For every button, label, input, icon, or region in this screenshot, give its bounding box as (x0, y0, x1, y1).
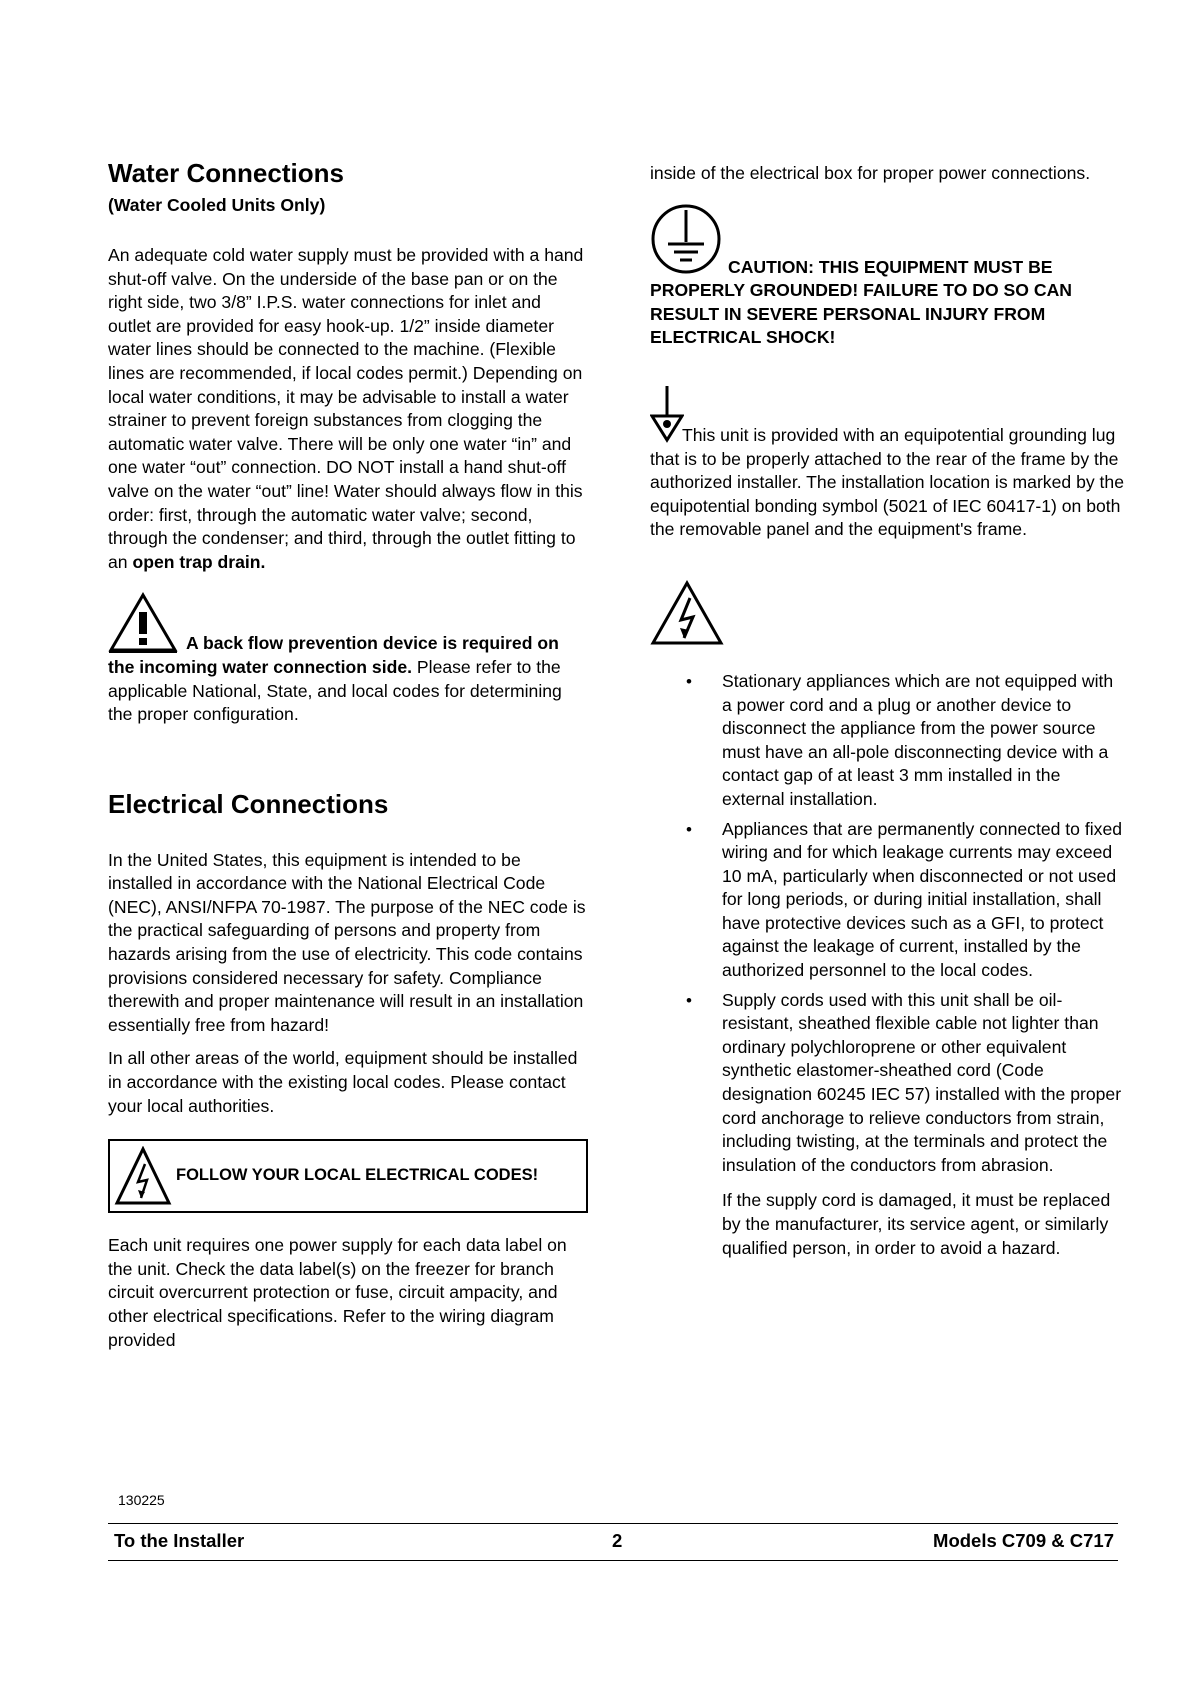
follow-codes-box (108, 1139, 588, 1213)
water-connections-subheading: (Water Cooled Units Only) (108, 195, 326, 215)
right-column (650, 162, 1126, 1260)
document-code: 130225 (118, 1492, 165, 1508)
electrical-hazard-icon (114, 1146, 172, 1206)
ground-caution-text: CAUTION: THIS EQUIPMENT MUST BE PROPERLY GROUNDED! FAILURE TO DO SO CAN RESULT IN SEVERE PERSONAL INJURY FROM ELECTRICAL SHOCK! (650, 256, 1072, 348)
footer-models: Models C709 & C717 (933, 1530, 1114, 1551)
electrical-hazard-icon-right (650, 580, 724, 646)
backflow-body: Please refer to the applicable National, State, and local codes for determining the proper configuration. (108, 656, 562, 725)
follow-codes-text: FOLLOW YOUR LOCAL ELECTRICAL CODES! (176, 1166, 539, 1185)
list-item: • Supply cords used with this unit shall be oil-resistant, sheathed flexible cable not lighter than ordinary polychloroprene or other equivalent synthetic elastomer-sheathed cord (Code designation 60245 IEC 57) installed with the proper cord anchorage to relieve conductors from strain, including twisting, at the terminals and protect the insulation of the conductors from abrasion. (686, 989, 1122, 1175)
electrical-paragraph-3: Each unit requires one power supply for each data label on the unit. Check the data label(s) on the freezer for branch circuit overcurrent protection or fuse, circuit ampacity, and other electrical specifications. Refer to the wiring diagram provided (108, 1235, 567, 1350)
electrical-paragraph-2: In all other areas of the world, equipment should be installed in accordance with the existing local codes. Please contact your local authorities. (108, 1048, 578, 1116)
left-column (108, 158, 588, 1352)
water-connections-body: An adequate cold water supply must be provided with a hand shut-off valve. On the underside of the base pan or on the right side, two 3/8” I.P.S. water connections for inlet and outlet are provided for easy hook-up. 1/2” inside diameter water lines should be connected to the machine. (Flexible lines are recommended, if local codes permit.) Depending on local water conditions, it may be advisable to install a water strainer to prevent foreign substances from clogging the automatic water valve. There will be only one water “in” and one water “out” connection. DO NOT install a hand shut-off valve on the water “out” line! Water should always flow in this order: first, through the automatic water valve; second, through the condenser; and third, through the outlet fitting to an open trap drain. (108, 245, 584, 572)
backflow-bold-text: A back flow prevention device is required on the incoming water connection side. (108, 633, 559, 677)
electrical-connections-heading: Electrical Connections (108, 788, 389, 819)
backflow-warning (108, 592, 588, 726)
safety-bullet-list (650, 670, 1126, 1177)
page-number: 2 (612, 1530, 623, 1551)
list-item: • Stationary appliances which are not equipped with a power cord and a plug or another device to disconnect the appliance from the power source must have an all-pole disconnecting device with a contact gap of at least 3 mm installed in the external installation. (686, 670, 1114, 809)
open-trap-drain: open trap drain. (132, 551, 266, 572)
electrical-paragraph-1: In the United States, this equipment is intended to be installed in accordance with the National Electrical Code (NEC), ANSI/NFPA 70-1987. The purpose of the NEC code is the practical safeguarding of persons and property from hazards arising from the use of electricity. This code contains provisions considered necessary for safety. Compliance therewith and proper maintenance will result in an installation essentially free from hazard! (108, 849, 586, 1035)
water-connections-heading: Water Connections (108, 158, 344, 188)
equipotential-text: This unit is provided with an equipotential grounding lug that is to be properly attached to the rear of the frame by the authorized installer. The installation location is marked by the equipotential bonding symbol (5021 of IEC 60417-1) on both the removable panel and the equipment's frame. (650, 424, 1124, 540)
ground-caution (650, 204, 1126, 350)
footer-section-title: To the Installer (114, 1530, 245, 1551)
list-item: • Appliances that are permanently connected to fixed wiring and for which leakage currents may exceed 10 mA, particularly when disconnected or not used for long periods, or during initial installation, shall have protective devices such as a GFI, to protect against the leakage of current, installed by the authorized personnel to the local codes. (686, 818, 1123, 981)
continued-text: inside of the electrical box for proper power connections. (650, 163, 1091, 183)
page-footer (108, 1523, 1118, 1561)
cord-damaged-text: If the supply cord is damaged, it must be replaced by the manufacturer, its service agent, or similarly qualified person, in order to avoid a hazard. (722, 1190, 1111, 1258)
equipotential-section (650, 386, 1126, 542)
